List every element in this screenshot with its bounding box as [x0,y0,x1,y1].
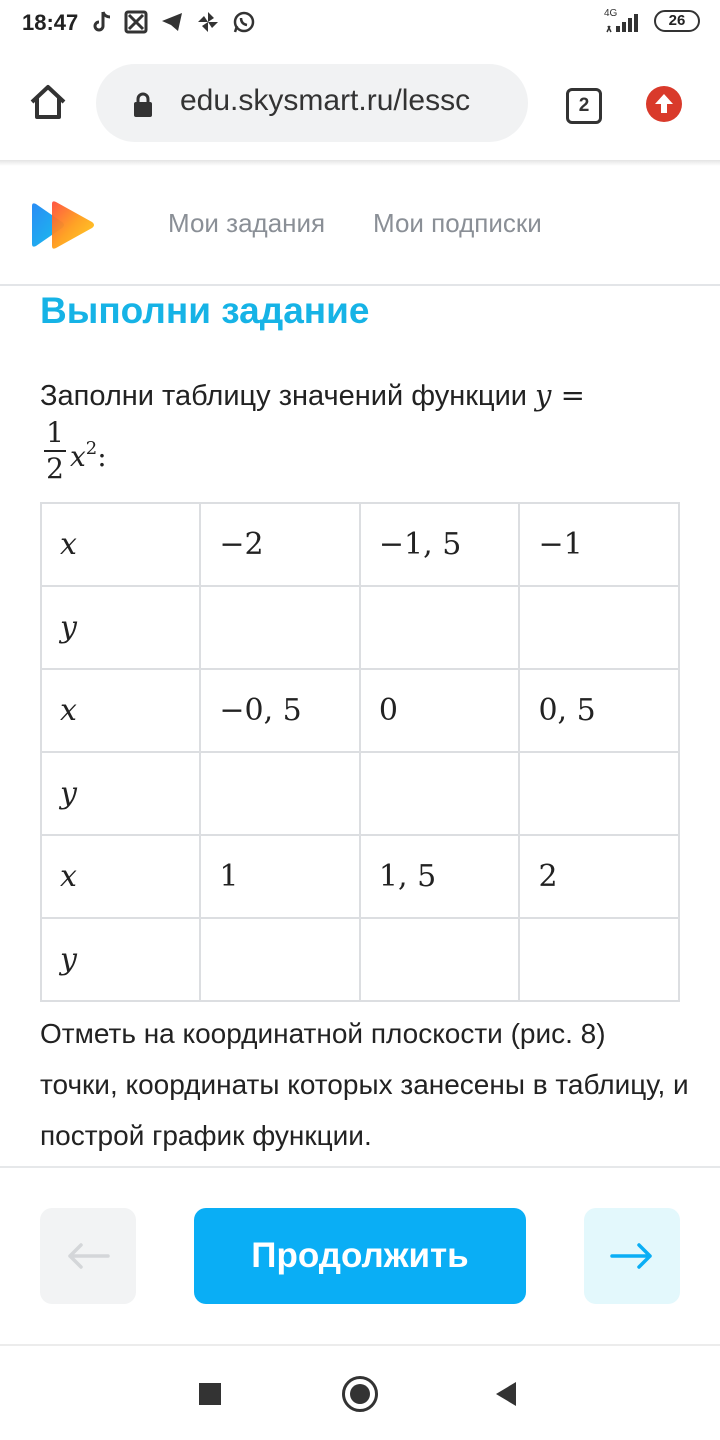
tabs-button[interactable]: 2 [566,88,602,124]
table-cell: −1 [519,503,679,586]
row-label: x [41,503,200,586]
browser-toolbar [0,46,720,160]
status-bar [0,0,720,46]
row-label: x [41,669,200,752]
divider [0,1166,720,1168]
status-right [606,8,700,34]
lock-icon [132,92,154,118]
answer-cell[interactable] [360,918,520,1001]
home-icon[interactable] [28,82,68,122]
nav-my-subscriptions[interactable]: Мои подписки [373,208,542,238]
tiktok-icon [92,10,112,34]
intro-text: Заполни таблицу значений функции [40,380,527,412]
skysmart-logo[interactable] [30,200,98,250]
nav-my-tasks[interactable]: Мои задания [168,208,326,238]
previous-button[interactable] [40,1208,136,1304]
answer-cell[interactable] [360,586,520,669]
table-cell: 1, 5 [360,835,520,918]
table-row [41,918,679,1001]
continue-button[interactable]: Продолжить [194,1208,526,1304]
answer-cell[interactable] [519,918,679,1001]
formula-lhs: y = [535,378,585,412]
update-button[interactable] [646,86,682,122]
values-table [40,502,680,1002]
arrow-right-icon [610,1242,654,1270]
whatsapp-icon [232,10,256,34]
url-text: edu.skysmart.ru/lessc [180,84,471,117]
app-icon [124,10,148,34]
address-bar[interactable] [96,64,528,142]
row-label: y [41,752,200,835]
answer-cell[interactable] [360,752,520,835]
recent-apps-icon[interactable] [199,1383,221,1405]
answer-cell[interactable] [519,752,679,835]
task-title: Выполни задание [40,290,370,331]
row-label: y [41,918,200,1001]
row-label: y [41,586,200,669]
task-intro [40,378,585,413]
table-cell: −2 [200,503,360,586]
battery-icon: 26 [654,10,700,32]
answer-cell[interactable] [519,586,679,669]
table-row [41,669,679,752]
notification-icons [92,10,256,34]
answer-cell[interactable] [200,918,360,1001]
table-cell: −0, 5 [200,669,360,752]
next-button[interactable] [584,1208,680,1304]
telegram-icon [160,10,184,34]
formula-rhs [70,440,107,473]
fraction-denominator: 2 [46,452,64,485]
table-cell: 1 [200,835,360,918]
task-instruction: Отметь на координатной плоскости (рис. 8) точки, координаты которых занесены в таблицу, и построй график функции. [40,1018,689,1151]
table-row [41,752,679,835]
table-cell: 0 [360,669,520,752]
arrow-left-icon [66,1242,110,1270]
back-icon[interactable] [494,1380,518,1408]
table-row [41,503,679,586]
formula-colon: : [97,440,107,473]
formula-exponent: 2 [85,438,98,459]
network-type: 4G [604,8,618,19]
signal-icon [606,8,642,34]
table-cell: 0, 5 [519,669,679,752]
table-row [41,586,679,669]
answer-cell[interactable] [200,586,360,669]
row-label: x [41,835,200,918]
status-time: 18:47 [22,10,79,35]
formula-fraction [44,418,66,484]
home-nav-icon[interactable] [342,1376,378,1412]
formula-variable: x [70,440,86,473]
table-row [41,835,679,918]
answer-cell[interactable] [200,752,360,835]
table-cell: 2 [519,835,679,918]
fraction-numerator: 1 [46,416,64,449]
table-cell: −1, 5 [360,503,520,586]
site-header [0,166,720,286]
pinwheel-icon [196,10,220,34]
arrow-up-icon [646,86,682,122]
system-nav-bar [0,1344,720,1440]
